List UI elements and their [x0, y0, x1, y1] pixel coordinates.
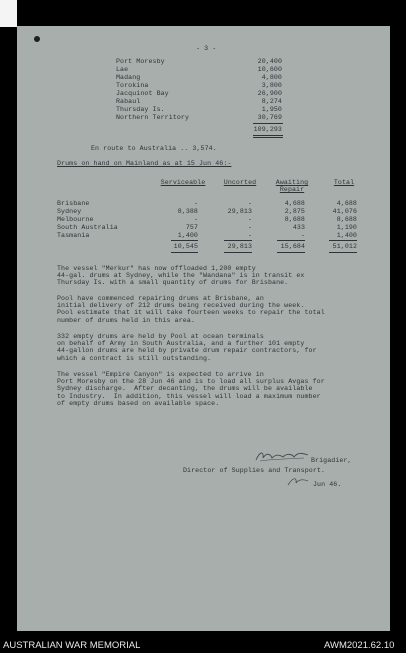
footer-institution: AUSTRALIAN WAR MEMORIAL [3, 640, 141, 651]
table-cell: 1,400 [177, 232, 198, 239]
table-row-label: Tasmania [57, 232, 90, 239]
location-name: Rabaul [116, 98, 141, 105]
table-cell: 8,688 [284, 216, 305, 223]
col-header-awaiting: Awaiting Repair [275, 179, 309, 194]
table-cell: 8,688 [336, 216, 357, 223]
total-rule-2 [224, 240, 252, 241]
table-cell: 29,813 [227, 208, 252, 215]
location-value: 8,274 [261, 98, 282, 105]
location-name: Thursday Is. [116, 106, 165, 113]
total-awaiting: 15,684 [280, 243, 305, 250]
table-cell: - [247, 232, 252, 239]
location-value: 1,950 [261, 106, 282, 113]
total-rule-4 [329, 240, 357, 241]
location-name: Lae [116, 66, 129, 73]
table-cell: 41,076 [332, 208, 357, 215]
dbl-rule-1 [171, 252, 198, 253]
paragraph-empire-canyon: The vessel "Empire Canyon" is expected to arrive in Port Moresby on the 28 Jun 46 and is to load all surplus Avgas for Sydney discharge. After decanting, the drums will be available to Industry. In addition, this vessel will load a maximum number of empty drums based on available space. [57, 371, 325, 407]
table-cell: - [193, 200, 198, 207]
locations-total: 109,293 [253, 126, 282, 133]
paragraph-empty-drums: 332 empty drums are held by Pool at ocean terminals on behalf of Army in South Australia, and a further 101 empty 44-gallon drums are held by private drum repair contractors, for which a contract is still outstanding. [57, 333, 317, 362]
table-row-label: Melbourne [57, 216, 94, 223]
handwritten-signature [254, 449, 310, 463]
en-route-line: En route to Australia .. 3,574. [91, 145, 217, 152]
table-cell: 433 [292, 224, 305, 231]
dbl-rule-2 [224, 252, 252, 253]
section-heading: Drums on hand on Mainland as at 15 Jun 46:- [57, 160, 232, 167]
location-value: 26,900 [257, 90, 282, 97]
scan-corner [0, 0, 17, 27]
location-name: Madang [116, 74, 141, 81]
col-header-uncorted: Uncorted [223, 179, 257, 186]
table-cell: 757 [185, 224, 198, 231]
punch-hole [34, 36, 40, 42]
paragraph-pool-repair: Pool have commenced repairing drums at Brisbane, an initial delivery of 212 drums being received during the week. Pool estimate that it will take fourteen weeks to repair the total number of drums held in this area. [57, 295, 325, 324]
signature-title: Director of Supplies and Transport. [183, 467, 325, 474]
location-value: 3,800 [261, 82, 282, 89]
dbl-rule-3 [277, 252, 305, 253]
table-cell: 1,190 [336, 224, 357, 231]
dbl-rule-4 [329, 252, 357, 253]
table-cell: 4,688 [336, 200, 357, 207]
paragraph-merkur: The vessel "Merkur" has now offloaded 1,200 empty 44-gal. drums at Sydney, while the "Wandana" is in transit ex Thursday Is. with a small quantity of drums for Brisbane. [57, 265, 305, 287]
location-name: Port Moresby [116, 58, 165, 65]
total-total: 51,012 [332, 243, 357, 250]
handwritten-initial [285, 475, 311, 487]
signature-rank: Brigadier, [311, 457, 352, 464]
total-rule-1 [171, 240, 198, 241]
table-cell: - [247, 216, 252, 223]
signature-date: Jun 46. [313, 481, 342, 488]
footer-accession: AWM2021.62.10 [324, 640, 395, 651]
table-cell: - [300, 232, 305, 239]
location-value: 30,769 [257, 114, 282, 121]
page-number: - 3 - [196, 45, 217, 52]
total-uncorted: 29,813 [227, 243, 252, 250]
table-cell: - [247, 200, 252, 207]
table-cell: 1,400 [336, 232, 357, 239]
location-value: 4,800 [261, 74, 282, 81]
sum-rule [253, 123, 283, 124]
location-name: Jacquinot Bay [116, 90, 169, 97]
location-name: Northern Territory [116, 114, 190, 121]
total-rule-3 [277, 240, 305, 241]
location-name: Torokina [116, 82, 149, 89]
location-value: 20,400 [257, 58, 282, 65]
table-cell: 2,875 [284, 208, 305, 215]
sum-double-rule-2 [253, 137, 283, 138]
table-cell: 4,688 [284, 200, 305, 207]
document-sheet [17, 26, 390, 631]
table-row-label: Brisbane [57, 200, 90, 207]
col-header-total: Total [333, 179, 355, 186]
total-serviceable: 10,545 [173, 243, 198, 250]
sum-double-rule [253, 135, 283, 136]
location-value: 10,600 [257, 66, 282, 73]
table-cell: 8,388 [177, 208, 198, 215]
table-cell: - [247, 224, 252, 231]
table-cell: - [193, 216, 198, 223]
col-header-serviceable: Serviceable [160, 179, 206, 186]
table-row-label: Sydney [57, 208, 82, 215]
table-row-label: South Australia [57, 224, 118, 231]
